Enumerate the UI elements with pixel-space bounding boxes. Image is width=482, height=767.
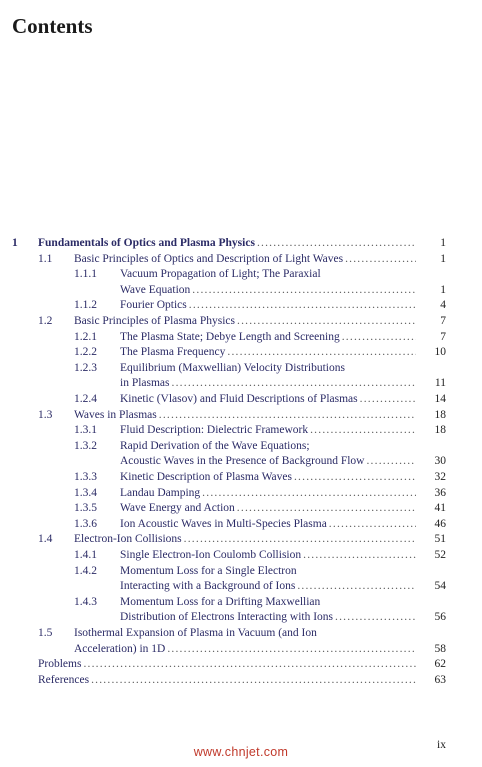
toc-entry-page: 46 — [434, 517, 446, 530]
toc-entry-title: Momentum Loss for a Single Electron — [120, 564, 297, 577]
dot-leader — [202, 486, 416, 502]
toc-entry-page: 36 — [434, 486, 446, 499]
toc-entry-number: 1.3.4 — [74, 486, 97, 499]
toc-entry-page: 7 — [440, 330, 446, 343]
toc-entry[interactable] — [0, 298, 482, 314]
dot-leader — [297, 579, 416, 595]
toc-entry-title: Vacuum Propagation of Light; The Paraxial — [120, 268, 321, 281]
toc-entry-number: 1.5 — [38, 627, 53, 639]
dot-leader — [91, 673, 416, 689]
dot-leader — [257, 236, 416, 252]
toc-entry-title: Interacting with a Background of Ions — [120, 580, 296, 593]
toc-entry[interactable] — [0, 330, 482, 346]
toc-entry[interactable] — [0, 423, 482, 439]
toc-entry[interactable] — [0, 408, 482, 424]
dot-leader — [192, 283, 416, 299]
toc-entry-title: Equilibrium (Maxwellian) Velocity Distributions — [120, 361, 345, 374]
dot-leader — [159, 408, 416, 424]
toc-entry-number: 1.1.2 — [74, 299, 97, 312]
toc-entry[interactable] — [0, 439, 482, 470]
toc-entry[interactable] — [0, 486, 482, 502]
dot-leader — [83, 657, 416, 673]
toc-entry[interactable] — [0, 252, 482, 268]
toc-entry[interactable] — [0, 673, 482, 689]
toc-entry-number: 1 — [12, 237, 18, 249]
dot-leader — [294, 470, 416, 486]
toc-entry-number: 1.4.2 — [74, 564, 97, 577]
toc-entry-title: Kinetic (Vlasov) and Fluid Descriptions of Plasmas — [120, 393, 358, 405]
toc-entry-title: Landau Damping — [120, 486, 201, 499]
toc-entry-number: 1.2.3 — [74, 361, 97, 374]
dot-leader — [227, 345, 416, 361]
dot-leader — [345, 252, 416, 268]
toc-entry[interactable] — [0, 548, 482, 564]
toc-entry[interactable] — [0, 564, 482, 595]
toc-entry-page: 54 — [434, 580, 446, 593]
toc-entry[interactable] — [0, 267, 482, 298]
toc-entry-page: 32 — [434, 471, 446, 483]
dot-leader — [360, 392, 416, 408]
toc-entry-page: 41 — [434, 502, 446, 515]
toc-entry-page: 51 — [434, 533, 446, 546]
toc-entry-title: Isothermal Expansion of Plasma in Vacuum (and Ion — [74, 627, 317, 639]
toc-entry-page: 14 — [434, 393, 446, 405]
dot-leader — [189, 298, 416, 314]
toc-entry[interactable] — [0, 345, 482, 361]
toc-entry-title: Single Electron-Ion Coulomb Collision — [120, 549, 302, 561]
toc-entry-title: Fourier Optics — [120, 299, 187, 312]
toc-entry-title: Basic Principles of Plasma Physics — [74, 315, 235, 327]
toc-entry-page: 1 — [440, 283, 446, 296]
toc-entry-title: in Plasmas — [120, 377, 170, 390]
toc-entry-number: 1.3.5 — [74, 502, 97, 515]
toc-entry[interactable] — [0, 532, 482, 548]
dot-leader — [184, 532, 416, 548]
toc-entry-title: Wave Equation — [120, 283, 191, 296]
toc-entry-title: Rapid Derivation of the Wave Equations; — [120, 439, 310, 452]
toc-entry-title: Distribution of Electrons Interacting with Ions — [120, 611, 334, 624]
toc-entry-number: 1.2.2 — [74, 346, 97, 359]
toc-entry[interactable] — [0, 361, 482, 392]
toc-entry-number: 1.4.1 — [74, 549, 97, 561]
toc-entry-page: 18 — [434, 408, 446, 421]
toc-entry-title: Waves in Plasmas — [74, 408, 157, 421]
dot-leader — [167, 642, 416, 658]
toc-entry[interactable] — [0, 595, 482, 626]
toc-entry-number: 1.2.1 — [74, 330, 97, 343]
toc-entry-page: 62 — [434, 658, 446, 671]
dot-leader — [310, 423, 416, 439]
toc-entry-title: References — [38, 673, 90, 686]
toc-entry-title: Electron-Ion Collisions — [74, 533, 182, 546]
toc-entry[interactable] — [0, 314, 482, 330]
dot-leader — [335, 610, 416, 626]
toc-entry-number: 1.3.2 — [74, 439, 97, 452]
toc-entry[interactable] — [0, 470, 482, 486]
toc-entry-number: 1.3.3 — [74, 471, 97, 483]
toc-entry-title: The Plasma State; Debye Length and Screening — [120, 330, 340, 343]
toc-entry-title: Kinetic Description of Plasma Waves — [120, 471, 292, 483]
toc-entry-page: 1 — [440, 252, 446, 265]
toc-entry-title: Acoustic Waves in the Presence of Background Flow — [120, 455, 365, 468]
toc-entry-title: Ion Acoustic Waves in Multi-Species Plasma — [120, 517, 327, 530]
toc-entry[interactable] — [0, 626, 482, 657]
toc-entry-title: Fluid Description: Dielectric Framework — [120, 424, 309, 437]
toc-entry-number: 1.2 — [38, 315, 53, 327]
toc-entry[interactable] — [0, 501, 482, 517]
toc-entry-number: 1.1.1 — [74, 268, 97, 281]
dot-leader — [237, 314, 416, 330]
toc-entry[interactable] — [0, 392, 482, 408]
toc-entry[interactable] — [0, 517, 482, 533]
dot-leader — [342, 330, 416, 346]
toc-entry-page: 10 — [434, 346, 446, 359]
dot-leader — [237, 501, 416, 517]
toc-entry-title: Momentum Loss for a Drifting Maxwellian — [120, 595, 321, 608]
dot-leader — [366, 454, 416, 470]
toc-entry-title: The Plasma Frequency — [120, 346, 226, 359]
toc-entry-number: 1.3.6 — [74, 517, 97, 530]
toc-entry-page: 63 — [434, 673, 446, 686]
toc-entry-title: Basic Principles of Optics and Description of Light Waves — [74, 252, 344, 265]
toc-entry-title: Wave Energy and Action — [120, 502, 235, 515]
toc-entry-title: Problems — [38, 658, 82, 671]
toc-entry-page: 11 — [434, 377, 446, 390]
toc-entry-page: 56 — [434, 611, 446, 624]
toc-entry-number: 1.2.4 — [74, 393, 97, 405]
toc-entry-title: Acceleration) in 1D — [74, 642, 166, 655]
page-number: ix — [437, 739, 446, 751]
dot-leader — [303, 548, 416, 564]
toc-entry-page: 1 — [440, 237, 446, 249]
toc-entry-page: 58 — [434, 642, 446, 655]
page-title: Contents — [12, 14, 93, 38]
watermark: www.chnjet.com — [193, 745, 289, 759]
toc-entry[interactable] — [0, 657, 482, 673]
toc-entry-page: 18 — [434, 424, 446, 437]
toc-entry-page: 30 — [434, 455, 446, 468]
toc-entry-page: 52 — [434, 549, 446, 561]
toc-entry-page: 4 — [440, 299, 446, 312]
toc-entry-title: Fundamentals of Optics and Plasma Physics — [38, 237, 255, 249]
toc-entry-number: 1.4 — [38, 533, 53, 546]
dot-leader — [329, 517, 416, 533]
toc-entry-number: 1.1 — [38, 252, 53, 265]
toc-entry-number: 1.3 — [38, 408, 53, 421]
toc-entry-number: 1.3.1 — [74, 424, 97, 437]
toc-entry-number: 1.4.3 — [74, 595, 97, 608]
toc-entry[interactable] — [0, 236, 482, 252]
dot-leader — [172, 376, 416, 392]
toc-entry-page: 7 — [440, 315, 446, 327]
